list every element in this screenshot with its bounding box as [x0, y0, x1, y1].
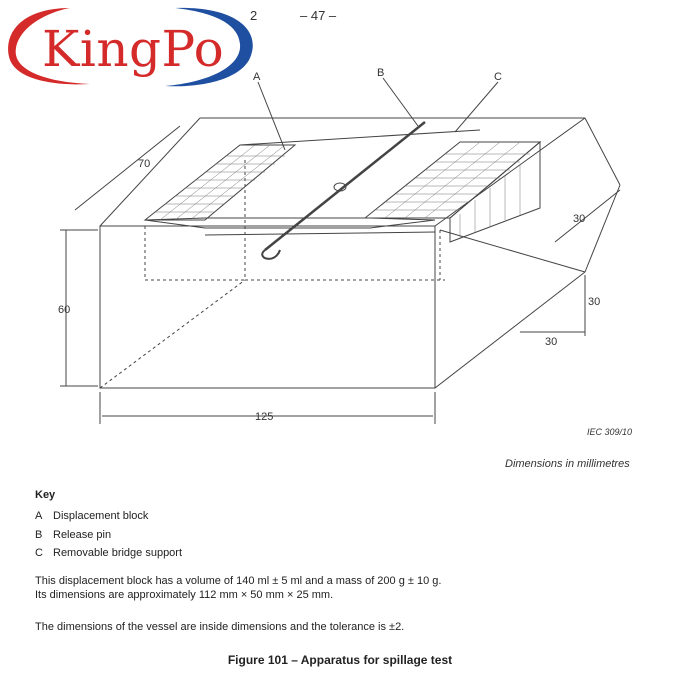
key-letter: B [35, 528, 43, 541]
key-title: Key [35, 489, 56, 501]
dim-30-lower: 30 [545, 336, 558, 348]
block-description [35, 574, 441, 602]
dim-30-middle: 30 [588, 296, 601, 308]
apparatus-drawing [40, 60, 660, 450]
callout-c: C [494, 71, 502, 83]
key-item-b [35, 529, 182, 548]
apparatus-figure [40, 60, 660, 450]
callout-a: A [253, 71, 261, 83]
key-label: Removable bridge support [53, 547, 183, 559]
callout-b: B [377, 67, 385, 79]
page-number [250, 8, 337, 23]
dim-125: 125 [255, 411, 274, 423]
dim-60: 60 [58, 304, 71, 316]
iec-reference: IEC 309/10 [587, 427, 633, 437]
key-list [35, 510, 182, 566]
key-letter: A [35, 510, 43, 522]
key-item-a [35, 510, 182, 529]
logo-text: KingPo [42, 20, 225, 78]
figure-caption: Figure 101 – Apparatus for spillage test [227, 653, 453, 667]
dim-30-upper: 30 [573, 213, 586, 225]
block-line-1: This displacement block has a volume of 140 ml ± 5 ml and a mass of 200 g ± 10 g. [35, 575, 442, 587]
key-label: Displacement block [53, 510, 149, 522]
block-line-2: Its dimensions are approximately 112 mm × 50 mm × 25 mm. [35, 589, 334, 601]
key-letter: C [35, 547, 43, 559]
key-item-c [35, 547, 182, 566]
page-number-text: – 47 – [300, 8, 337, 23]
dimensions-note: Dimensions in millimetres [505, 458, 630, 470]
key-label: Release pin [53, 528, 112, 541]
dim-70: 70 [138, 158, 151, 170]
page-fragment: 2 [250, 8, 258, 23]
vessel-note: The dimensions of the vessel are inside dimensions and the tolerance is ±2. [35, 621, 405, 633]
